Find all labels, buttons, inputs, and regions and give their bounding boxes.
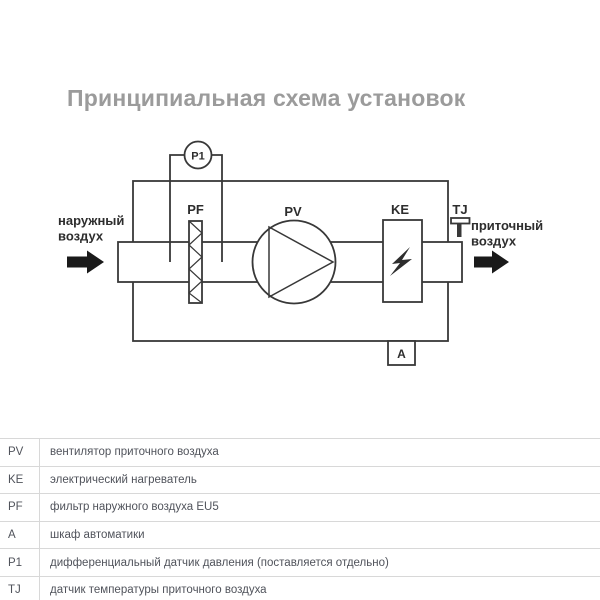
automation-box-label: A: [397, 347, 406, 361]
page-title: Принципиальная схема установок: [67, 85, 466, 111]
heater-label: KE: [390, 202, 410, 217]
outlet-arrow-icon: [474, 251, 509, 274]
inlet-air-label-line1: наружный: [58, 213, 125, 228]
legend-description: электрический нагреватель: [50, 473, 197, 486]
inlet-arrow-icon: [67, 251, 104, 274]
legend-description: датчик температуры приточного воздуха: [50, 584, 267, 597]
temp-sensor-label: TJ: [452, 202, 468, 217]
legend-description: вентилятор приточного воздуха: [50, 446, 219, 459]
legend-code: PF: [0, 494, 40, 521]
legend-description: дифференциальный датчик давления (поставляется отдельно): [50, 556, 389, 569]
temp-sensor-icon: [451, 218, 470, 224]
table-row: [0, 439, 600, 467]
legend-description: шкаф автоматики: [50, 529, 145, 542]
legend-code: A: [0, 522, 40, 549]
table-row: [0, 522, 600, 550]
fan-label: PV: [284, 204, 302, 219]
legend-code: PV: [0, 439, 40, 466]
legend-code: KE: [0, 467, 40, 494]
filter-label: PF: [187, 202, 204, 217]
legend-description: фильтр наружного воздуха EU5: [50, 501, 219, 514]
table-row: [0, 494, 600, 522]
table-row: [0, 467, 600, 495]
pressure-sensor-label: P1: [191, 150, 205, 163]
inlet-air-label-line2: воздух: [58, 228, 104, 244]
outlet-air-label-line2: воздух: [471, 233, 517, 249]
outlet-air-label-line1: приточный: [471, 218, 544, 233]
temp-sensor-stem: [457, 224, 462, 238]
legend-table: [0, 438, 600, 600]
table-row: [0, 577, 600, 600]
legend-code: P1: [0, 549, 40, 576]
table-row: [0, 549, 600, 577]
fan-icon: [253, 221, 336, 304]
legend-code: TJ: [0, 577, 40, 600]
